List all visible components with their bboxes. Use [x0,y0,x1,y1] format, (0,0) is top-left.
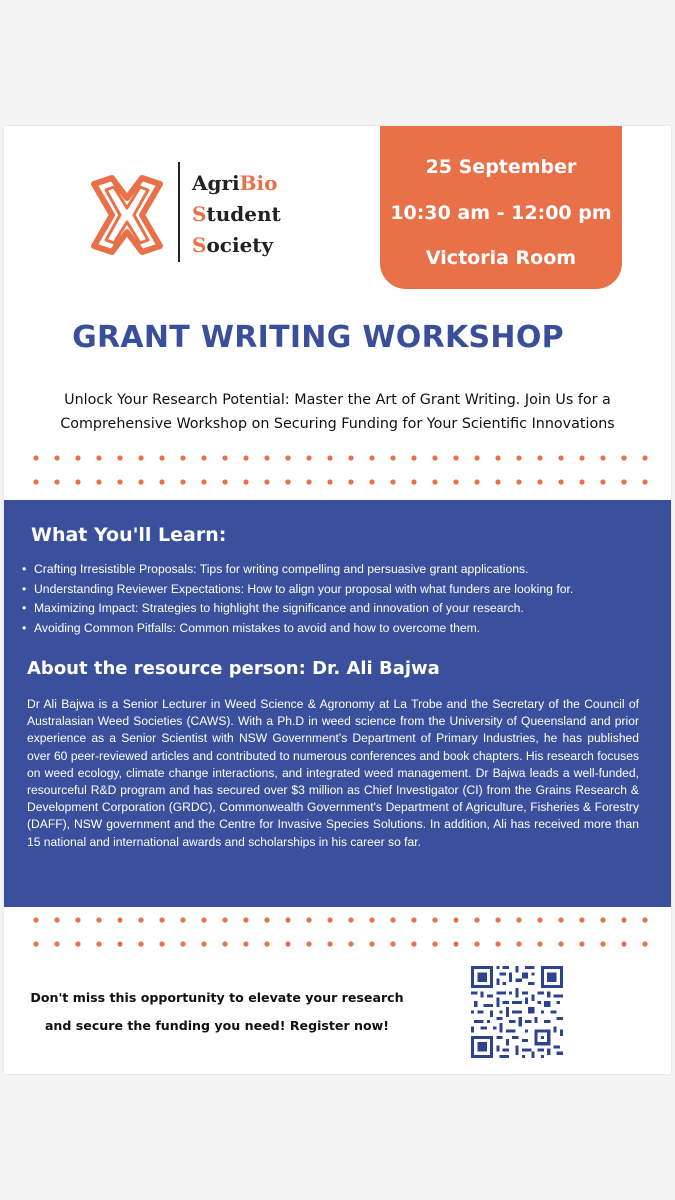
agribio-logo-icon [82,170,172,260]
society-logo [82,162,292,264]
event-poster [4,126,671,1074]
dot-divider-bottom [32,912,652,952]
content-panel [4,500,671,907]
learn-item: • Understanding Reviewer Expectations: How to align your proposal with what funders are looking for. [22,580,573,600]
qr-code-icon[interactable] [471,966,563,1058]
logo-text-s1: S [192,202,207,226]
learn-item: • Crafting Irresistible Proposals: Tips for writing compelling and persuasive grant applications. [22,560,573,580]
speaker-bio: Dr Ali Bajwa is a Senior Lecturer in Weed Science & Agronomy at La Trobe and the Secretary of the Council of Australasian Weed Societies (CAWS). With a Ph.D in weed science from the University of Queensland and prior experience as a Senior Scientist with NSW Government's Department of Primary Industries, he has published over 60 peer-reviewed articles and contributed to numerous conferences and book chapters. His research focuses on weed ecology, climate change interactions, and integrated weed management. Dr Bajwa leads a well-funded, resourceful R&D program and has secured over $3 million as Chief Investigator (CI) from the Grains Research & Development Corporation (GRDC), Commonwealth Government's Department of Agriculture, Fisheries & Forestry (DAFF), NSW government and the Centre for Invasive Species Solutions. In addition, Ali has received more than 15 national and international awards and scholarships in his career so far. [27,697,639,849]
cta-line-1: Don't miss this opportunity to elevate your research [30,990,404,1005]
tagline-line-2: Comprehensive Workshop on Securing Funding for Your Scientific Innovations [60,416,615,432]
event-venue: Victoria Room [425,247,577,269]
tagline-line-1: Unlock Your Research Potential: Master the Art of Grant Writing. Join Us for a [64,392,611,408]
logo-text-s2: S [192,233,207,257]
about-heading: About the resource person: Dr. Ali Bajwa [27,658,440,679]
cta-line-2: and secure the funding you need! Register now! [44,1018,390,1033]
learn-list [22,560,573,638]
dot-divider-top [32,448,652,488]
workshop-tagline [10,388,665,436]
event-date: 25 September [425,156,577,178]
event-details-box [380,126,622,289]
society-name [192,168,281,261]
event-time: 10:30 am - 12:00 pm [390,202,612,224]
logo-text-student: tudent [206,202,281,226]
workshop-title: GRANT WRITING WORKSHOP [72,320,564,355]
logo-divider [178,162,180,262]
learn-heading: What You'll Learn: [31,524,227,546]
logo-text-bio: Bio [239,171,278,195]
call-to-action [24,984,410,1040]
learn-item: • Maximizing Impact: Strategies to highlight the significance and innovation of your research. [22,599,573,619]
logo-text-agri: Agri [192,171,240,195]
learn-item: • Avoiding Common Pitfalls: Common mistakes to avoid and how to overcome them. [22,619,573,639]
logo-text-society: ociety [206,233,274,257]
